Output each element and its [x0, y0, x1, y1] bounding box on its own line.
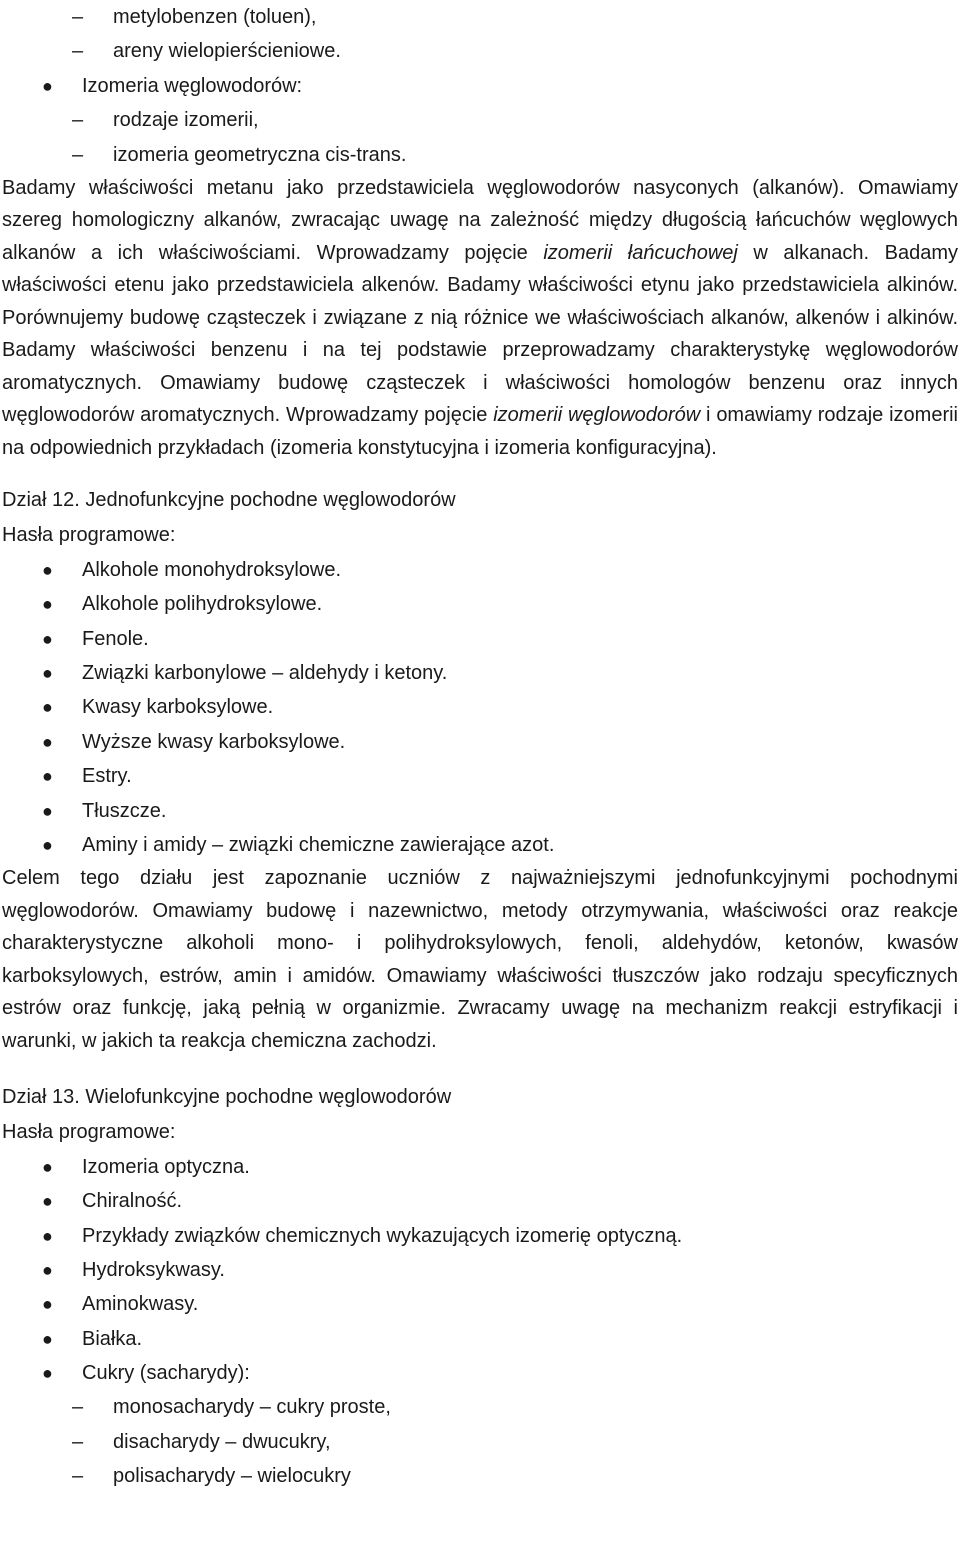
section-label: Dział 13. — [2, 1086, 80, 1109]
list-item: ● Aminy i amidy – związki chemiczne zawierające azot. — [2, 828, 960, 862]
dash-list — [2, 1390, 960, 1493]
list-item: ● Cukry (sacharydy): — [2, 1356, 960, 1390]
intro-paragraph: Badamy właściwości metanu jako przedstawiciela węglowodorów nasyconych (alkanów). Omawiamy szereg homologiczny alkanów, zwracając uwagę na zależność między długością łańcuchów węglowych alkanów a ich właściwościami. Wprowadzamy pojęcie izomerii łańcuchowej w alkanach. Badamy właściwości etenu jako przedstawiciela alkenów. Badamy właściwości etynu jako przedstawiciela alkinów. Porównujemy budowę cząsteczek i związane z nią różnice we właściwościach alkanów, alkenów i alkinów. Badamy właściwości benzenu i na tej podstawie przeprowadzamy charakterystykę węglowodorów aromatycznych. Omawiamy budowę cząsteczek i właściwości homologów benzenu oraz innych węglowodorów aromatycznych. Wprowadzamy pojęcie izomerii węglowodorów i omawiamy rodzaje izomerii na odpowiednich przykładach (izomeria konstytucyjna i izomeria konfiguracyjna). — [2, 176, 959, 459]
list-item: ● Przykłady związków chemicznych wykazujących izomerię optyczną. — [2, 1219, 960, 1253]
dash-marker: – — [72, 109, 84, 132]
bullet-marker: ● — [42, 1225, 53, 1246]
list-item: ● Alkohole polihydroksylowe. — [2, 587, 960, 621]
bullet-marker: ● — [42, 766, 53, 787]
dash-marker: – — [72, 1430, 84, 1453]
bullet-marker: ● — [42, 1191, 53, 1212]
bullet-marker: ● — [42, 834, 53, 855]
section-heading — [2, 1079, 960, 1115]
bullet-marker: ● — [42, 1294, 53, 1315]
list-item: – areny wielopierścieniowe. — [2, 34, 960, 68]
list-item: – izomeria geometryczna cis-trans. — [2, 138, 960, 172]
dash-marker: – — [72, 143, 84, 166]
bullet-marker: ● — [42, 594, 53, 615]
bullet-list — [2, 1150, 960, 1391]
list-item: – monosacharydy – cukry proste, — [2, 1390, 960, 1424]
hasla-label: Hasła programowe: — [2, 1121, 176, 1144]
bullet-marker: ● — [42, 1156, 53, 1177]
list-item: ● Tłuszcze. — [2, 794, 960, 828]
bullet-marker: ● — [42, 559, 53, 580]
bullet-marker: ● — [42, 800, 53, 821]
list-item: ● Hydroksykwasy. — [2, 1253, 960, 1287]
bullet-marker: ● — [42, 628, 53, 649]
bullet-list — [2, 553, 960, 863]
dash-marker: – — [72, 1465, 84, 1488]
list-item: ● Wyższe kwasy karboksylowe. — [2, 725, 960, 759]
list-item: ● Aminokwasy. — [2, 1287, 960, 1321]
bullet-marker: ● — [42, 1259, 53, 1280]
dash-marker: – — [72, 6, 84, 28]
list-item: ● Kwasy karboksylowe. — [2, 690, 960, 724]
hasla-label: Hasła programowe: — [2, 524, 176, 547]
bullet-marker: ● — [42, 1363, 53, 1384]
list-item: ● Związki karbonylowe – aldehydy i ketony. — [2, 656, 960, 690]
bullet-marker: ● — [42, 697, 53, 718]
list-item: ● Estry. — [2, 759, 960, 793]
list-item: – metylobenzen (toluen), — [2, 0, 960, 34]
bullet-marker: ● — [42, 663, 53, 684]
list-item: – polisacharydy – wielocukry — [2, 1459, 960, 1493]
section-title: Jednofunkcyjne pochodne węglowodorów — [85, 489, 456, 512]
bullet-marker: ● — [42, 1328, 53, 1349]
list-item: – disacharydy – dwucukry, — [2, 1425, 960, 1459]
section-heading — [2, 482, 960, 518]
list-item: ● Fenole. — [2, 622, 960, 656]
list-item: ● Izomeria węglowodorów: — [2, 69, 960, 103]
section-paragraph: Celem tego działu jest zapoznanie uczniów z najważniejszymi jednofunkcyjnymi pochodnymi węglowodorów. Omawiamy budowę i nazewnictwo, metody otrzymywania, właściwości oraz reakcje charakterystyczne alkoholi mono- i polihydroksylowych, fenoli, aldehydów, ketonów, kwasów karboksylowych, estrów, amin i amidów. Omawiamy właściwości tłuszczów jako rodzaju specyficznych estrów oraz funkcję, jaką pełnią w organizmie. Zwracamy uwagę na mechanizm reakcji estryfikacji i warunki, w jakich ta reakcja chemiczna zachodzi. — [2, 867, 958, 1052]
section-title: Wielofunkcyjne pochodne węglowodorów — [85, 1086, 452, 1109]
dash-marker: – — [72, 1396, 84, 1419]
list-item: ● Białka. — [2, 1322, 960, 1356]
bullet-marker: ● — [42, 75, 53, 96]
section-label: Dział 12. — [2, 489, 80, 512]
list-item: ● Chiralność. — [2, 1184, 960, 1218]
dash-marker: – — [72, 40, 84, 63]
list-item: – rodzaje izomerii, — [2, 103, 960, 137]
list-item: ● Izomeria optyczna. — [2, 1150, 960, 1184]
bullet-marker: ● — [42, 731, 53, 752]
list-item: ● Alkohole monohydroksylowe. — [2, 553, 960, 587]
